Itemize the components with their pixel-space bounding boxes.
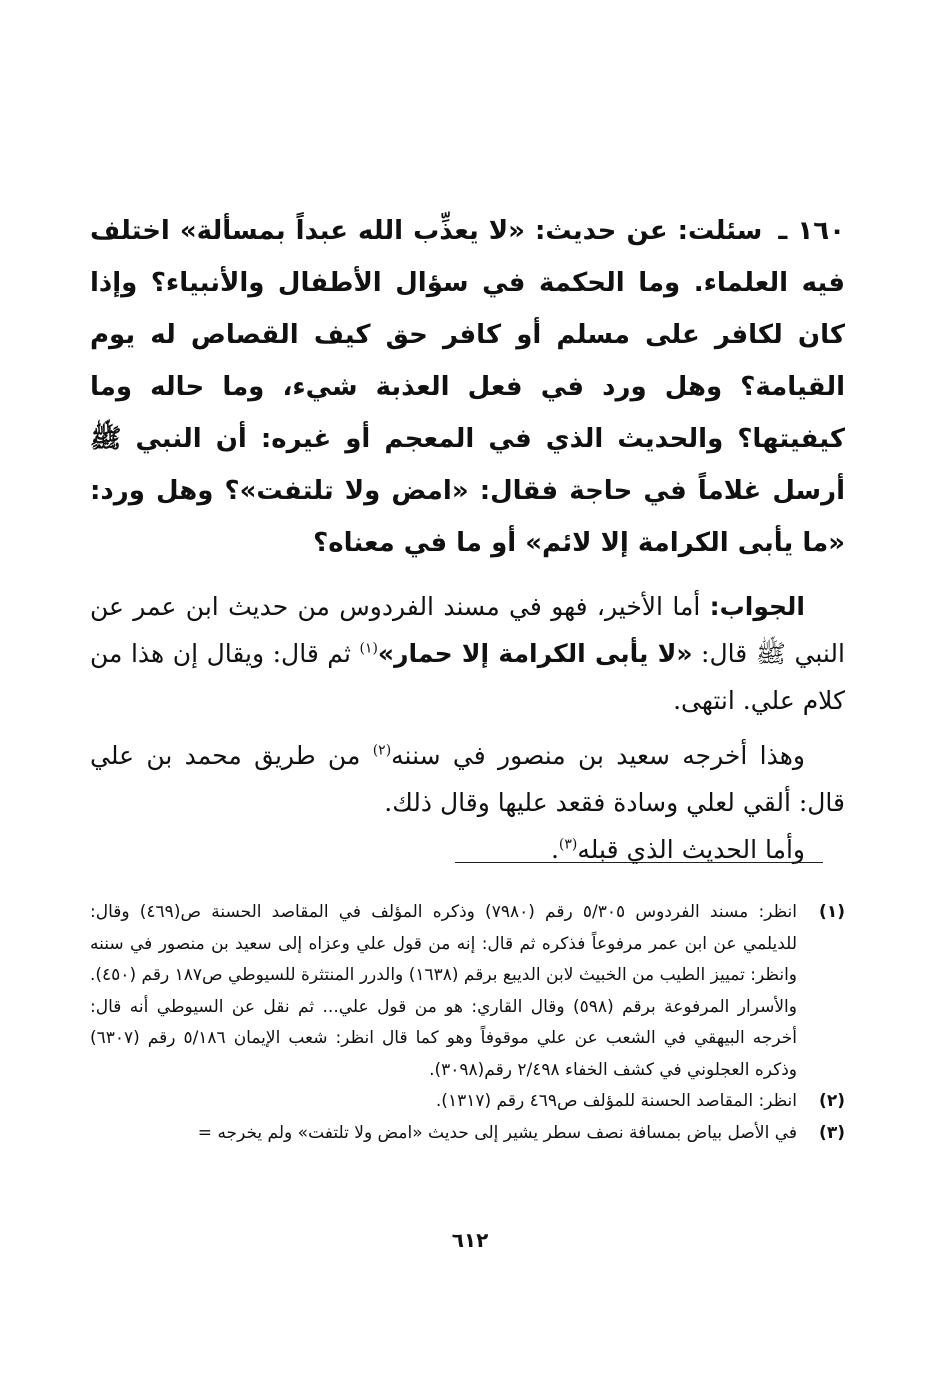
footnote-3 <box>90 1118 845 1150</box>
answer-paragraph-2 <box>90 732 845 826</box>
footnote-text: انظر: مسند الفردوس ٥/٣٠٥ رقم (٧٩٨٠) وذكره المؤلف في المقاصد الحسنة ص(٤٦٩) وقال: للديلمي عن ابن عمر مرفوعاً فذكره ثم قال: إنه من قول علي وعزاه إلى سعيد بن منصور في سننه وانظر: تمييز الطيب من الخبيث لابن الديبع برقم (١٦٣٨) والدرر المنتثرة للسيوطي ص١٨٧ رقم (٤٥٠). والأسرار المرفوعة برقم (٥٩٨) وقال القاري: هو من قول علي... ثم نقل عن السيوطي أنه قال: أخرجه البيهقي في الشعب عن علي موقوفاً وهو كما قال انظر: شعب الإيمان ٥/١٨٦ رقم (٦٣٠٧) وذكره العجلوني في كشف الخفاء ٢/٤٩٨ رقم(٣٠٩٨). <box>90 902 798 1080</box>
footnote-ref-2: (٢) <box>372 742 392 759</box>
answer-text-1b: ثم قال: ويقال إن هذا من كلام علي. انتهى. <box>90 639 845 715</box>
answer-paragraph-1 <box>90 583 845 724</box>
footnote-ref-3: (٣) <box>558 836 578 853</box>
answer-text-1a: أما الأخير، فهو في مسند الفردوس من حديث ابن عمر عن النبي ﷺ قال: <box>90 592 845 668</box>
footnote-number: (١) <box>819 902 845 922</box>
question-paragraph <box>90 205 845 569</box>
answer-quote-1: «لا يأبى الكرامة إلا حمار» <box>377 639 693 668</box>
footnote-text: انظر: المقاصد الحسنة للمؤلف ص٤٦٩ رقم (١٣١٧). <box>435 1091 797 1111</box>
footnote-number: (٣) <box>819 1122 845 1143</box>
footnote-ref-1: (١) <box>359 640 378 657</box>
page-body <box>90 205 845 873</box>
question-number: ١٦٠ ـ <box>778 216 845 246</box>
answer-text-2a: وهذا أخرجه سعيد بن منصور في سننه <box>391 741 805 770</box>
footnote-2 <box>90 1086 845 1118</box>
answer-paragraph-3 <box>90 826 845 873</box>
footnote-separator <box>455 862 823 863</box>
question-text: عن حديث: «لا يعذِّب الله عبداً بمسألة» اختلف فيه العلماء. وما الحكمة في سؤال الأطفال والأنبياء؟ وإذا كان لكافر على مسلم أو كافر حق كيف القصاص له يوم القيامة؟ وهل ورد في فعل العذبة شيء، وما حاله وما كيفيتها؟ والحديث الذي في المعجم أو غيره: أن النبي ﷺ أرسل غلاماً في حاجة فقال: «امض ولا تلتفت»؟ وهل ورد: «ما يأبى الكرامة إلا لائم» أو ما في معناه؟ <box>90 216 845 558</box>
footnote-text: في الأصل بياض بمسافة نصف سطر يشير إلى حديث «امض ولا تلتفت» ولم يخرجه = <box>197 1122 797 1143</box>
footnote-1 <box>90 897 845 1086</box>
footnotes-section <box>90 897 845 1149</box>
page-number: ٦١٢ <box>451 1228 489 1252</box>
answer-label: الجواب: <box>709 592 805 621</box>
answer-text-2b: من طريق محمد بن علي قال: ألقي لعلي وسادة فقعد عليها وقال ذلك. <box>90 741 845 817</box>
question-label: سئلت: <box>677 216 763 246</box>
answer-text-3a: وأما الحديث الذي قبله <box>577 835 805 864</box>
answer-text-3b: . <box>550 835 559 864</box>
footnote-number: (٢) <box>819 1091 845 1111</box>
